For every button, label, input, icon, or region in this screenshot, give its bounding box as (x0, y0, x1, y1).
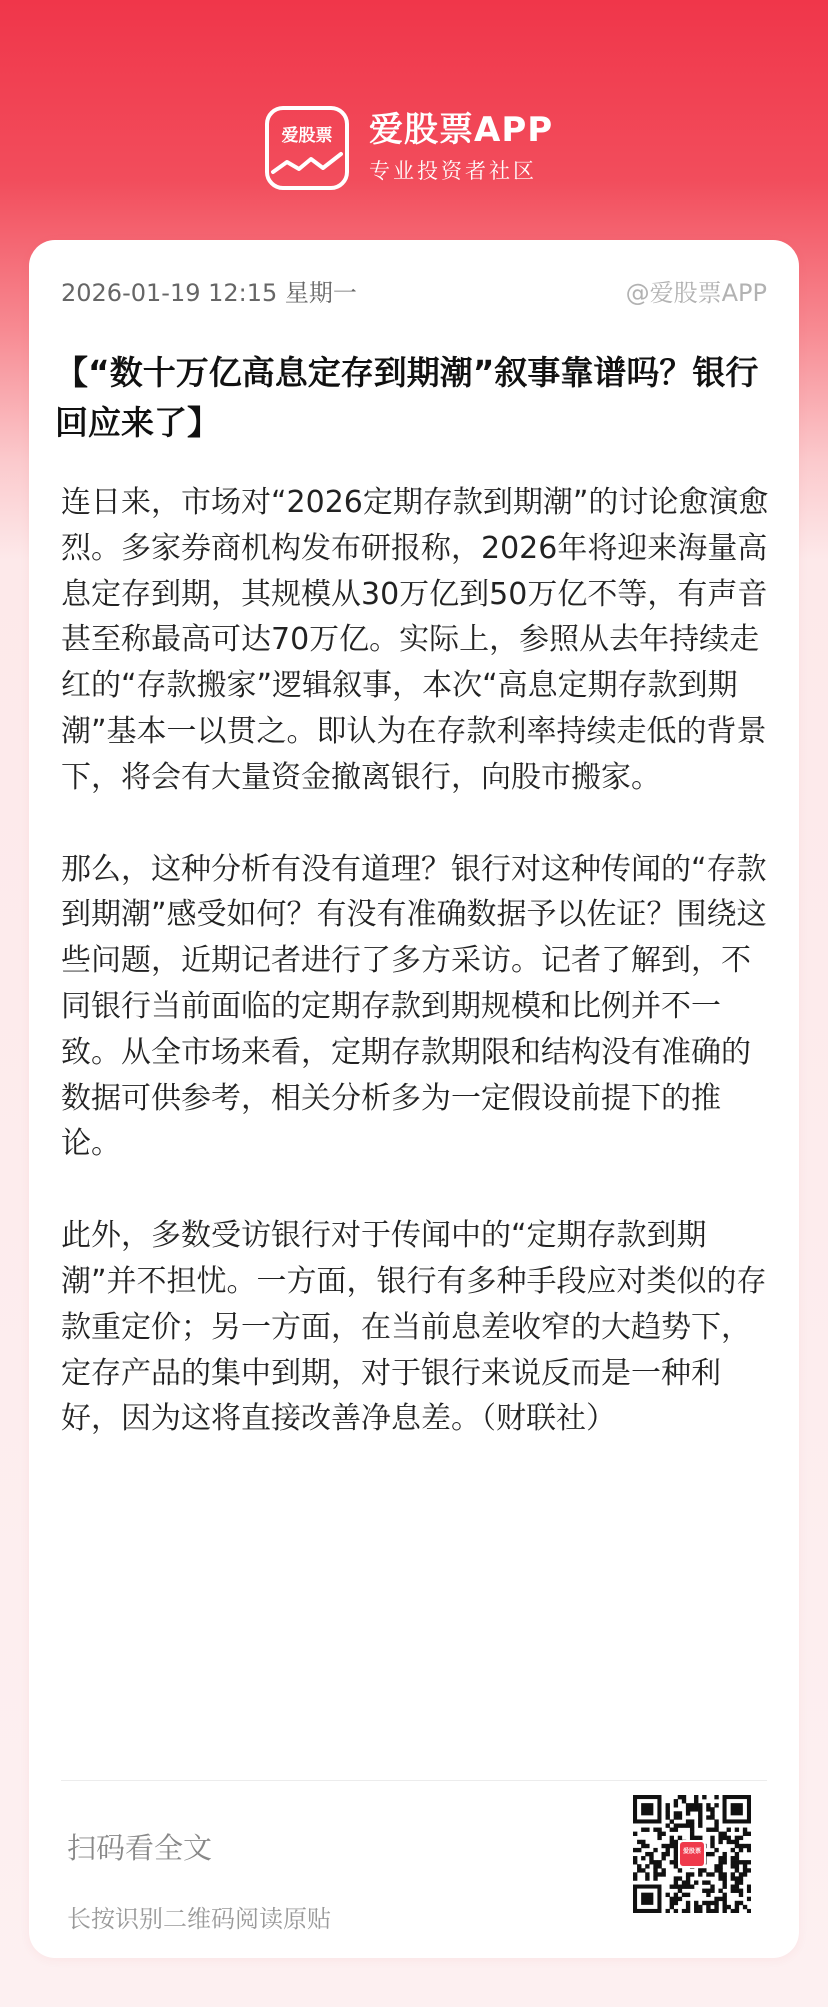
article-paragraph: 连日来，市场对“2026定期存款到期潮”的讨论愈演愈烈。多家券商机构发布研报称，2026年将迎来海量高息定存到期，其规模从30万亿到50万亿不等，有声音甚至称最高可达70万亿。实际上，参照从去年持续走红的“存款搬家”逻辑叙事，本次“高息定期存款到期潮”基本一以贯之。即认为在存款利率持续走低的背景下，将会有大量资金撤离银行，向股市搬家。 (61, 485, 769, 795)
article-card (29, 240, 799, 1958)
logo-text: 爱股票 (281, 126, 333, 146)
article-paragraph: 那么，这种分析有没有道理？银行对这种传闻的“存款到期潮”感受如何？有没有准确数据予以佐证？围绕这些问题，近期记者进行了多方采访。记者了解到，不同银行当前面临的定期存款到期规模和比例并不一致。从全市场来看，定期存款期限和结构没有准确的数据可供参考，相关分析多为一定假设前提下的推论。 (61, 851, 767, 1162)
app-logo (265, 106, 349, 190)
article-source: @爱股票APP (625, 279, 767, 307)
qr-logo-text: 爱股票 (682, 1848, 701, 1855)
article-body (61, 480, 773, 1488)
app-brand (265, 105, 553, 191)
article-meta (61, 280, 767, 306)
app-name: 爱股票APP (369, 110, 554, 150)
article-title: 【“数十万亿高息定存到期潮”叙事靠谱吗？银行回应来了】 (55, 353, 759, 442)
trend-line-icon (269, 146, 345, 186)
app-slogan: 专业投资者社区 (369, 159, 537, 183)
scan-label: 扫码看全文 (67, 1831, 213, 1865)
qr-code[interactable] (633, 1795, 751, 1913)
footer-divider (61, 1780, 767, 1781)
article-paragraph: 此外，多数受访银行对于传闻中的“定期存款到期潮”并不担忧。一方面，银行有多种手段应对类似的存款重定价；另一方面，在当前息差收窄的大趋势下，定存产品的集中到期，对于银行来说反而是一种利好，因为这将直接改善净息差。（财联社） (61, 1218, 767, 1437)
scan-hint: 长按识别二维码阅读原贴 (67, 1905, 331, 1933)
qr-center-logo (678, 1840, 706, 1868)
publish-datetime: 2026-01-19 12:15 星期一 (61, 279, 357, 307)
